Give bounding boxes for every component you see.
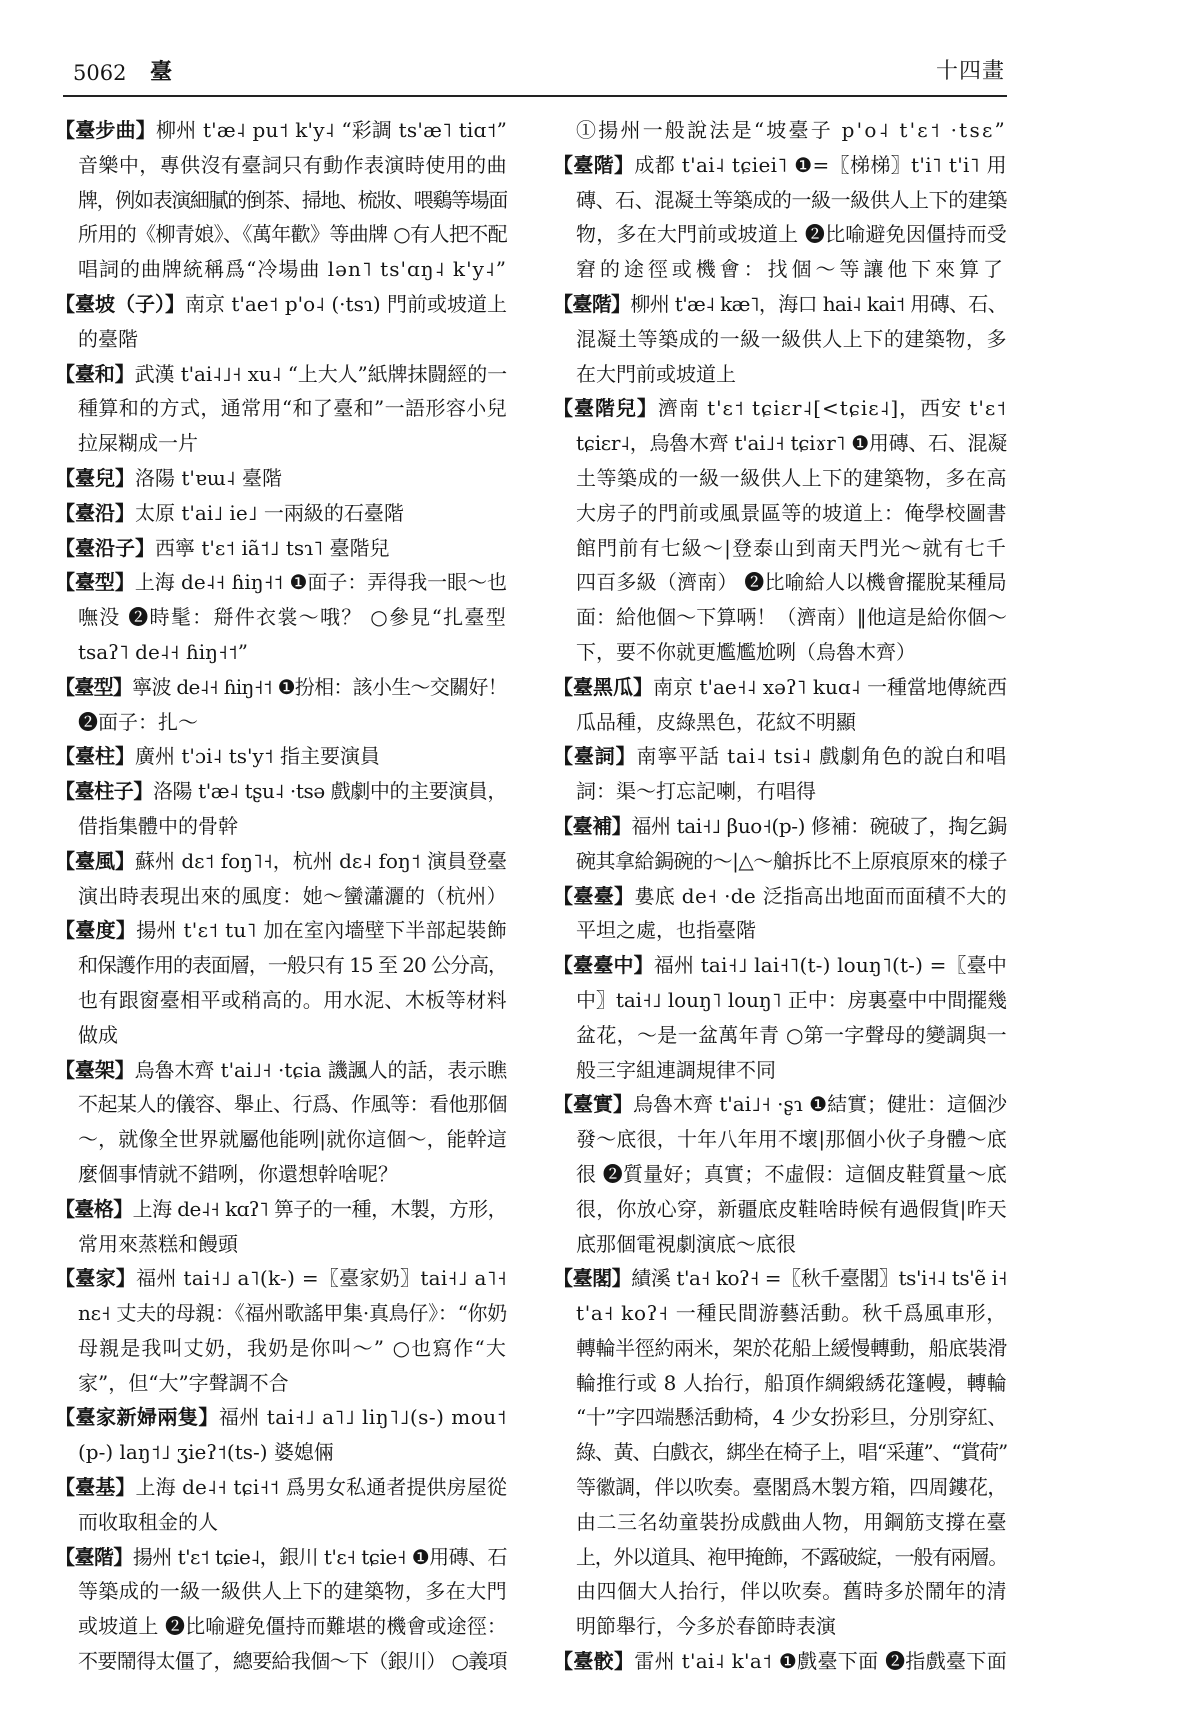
headword: 【臺骹】	[553, 1649, 635, 1674]
entry-line	[78, 322, 507, 357]
entry-line	[55, 496, 507, 531]
entry-text: 福州 tai˧˩ a˥(k-) =〖臺家奶〗tai˧˩ a˥˧	[136, 1266, 507, 1291]
entry-line	[55, 844, 507, 879]
entry-line	[553, 148, 1007, 183]
entry-text: 麼個事情就不錯咧，你還想幹啥呢？	[78, 1161, 398, 1186]
entry-line	[78, 1435, 507, 1470]
headword: 【臺實】	[553, 1092, 633, 1117]
entry-line	[576, 217, 1007, 252]
entry-text: 和保護作用的表面層，一般只有 15 至 20 公分高，	[78, 953, 507, 978]
entry-line	[576, 461, 1007, 496]
headword: 【臺架】	[55, 1057, 135, 1082]
left-column	[55, 113, 507, 1679]
dictionary-entry	[553, 287, 1007, 391]
entry-text: 發～底很，十年八年用不壞|那個小伙子身體～底	[576, 1127, 1007, 1152]
dictionary-entry	[55, 113, 507, 287]
headword: 【臺詞】	[553, 744, 637, 769]
entry-line	[78, 635, 507, 670]
entry-line	[78, 183, 507, 218]
entry-line	[576, 183, 1007, 218]
entry-text: tɕiɛr˨，烏魯木齊 t'ai˩˧ tɕiɤr˥ ❶用磚、石、混凝	[576, 431, 1007, 456]
entry-text: 柳州 t'æ˨ kæ˥，海口 hai˨ kai˦ 用磚、石、	[630, 291, 1007, 316]
entry-line	[78, 426, 507, 461]
entry-line	[55, 287, 507, 322]
header-rule	[63, 95, 1007, 97]
entry-line	[576, 1366, 1007, 1401]
entry-line	[553, 670, 1007, 705]
entry-text: 福州 tai˧˩ a˥˩ liŋ˥˩(s-) mou˦	[218, 1405, 507, 1430]
entry-line	[576, 774, 1007, 809]
entry-line	[55, 913, 507, 948]
entry-line	[553, 739, 1007, 774]
entry-text: 南京 t'ae˦ p'o˨ (·tsɿ) 門前或坡道上	[184, 291, 507, 316]
headword: 【臺型】	[55, 674, 133, 699]
entry-text: 由四個大人抬行，伴以吹奏。舊時多於鬧年的清	[576, 1579, 1007, 1604]
dictionary-entry	[553, 809, 1007, 879]
entry-text: 詞：渠～打忘記喇，冇唱得	[576, 779, 816, 804]
dictionary-entry	[55, 774, 507, 844]
entry-text: 蘇州 dɛ˦ foŋ˥˧，杭州 dɛ˨ foŋ˦ 演員登臺	[135, 848, 507, 873]
entry-line	[78, 1574, 507, 1609]
entry-text: 上海 de˨˧ ɦiŋ˧˦ ❶面子：弄得我一眼～也	[134, 570, 507, 595]
entry-line	[55, 1192, 507, 1227]
entry-text: 下，要不你就更尷尷尬咧（烏魯木齊）	[576, 639, 916, 664]
dictionary-entry	[55, 739, 507, 774]
headword: 【臺家新婦兩隻】	[55, 1405, 219, 1430]
entry-text: 由二三名幼童裝扮成戲曲人物，用鋼筋支撐在臺	[576, 1509, 1007, 1534]
headword: 【臺格】	[55, 1196, 133, 1221]
entry-line	[576, 1540, 1007, 1575]
headword: 【臺階】	[553, 152, 635, 177]
entry-line	[78, 1087, 507, 1122]
entry-text: nɛ˧ 丈夫的母親：《福州歌謠甲集·真鳥仔》：“你奶	[78, 1301, 507, 1326]
entry-line	[55, 1470, 507, 1505]
entry-line	[78, 1331, 507, 1366]
entry-continuation	[553, 113, 1007, 148]
entry-text: 廣州 t'ɔi˨ ts'y˦ 指主要演員	[135, 744, 381, 769]
entry-line	[576, 983, 1007, 1018]
entry-line	[576, 252, 1007, 287]
entry-line	[553, 879, 1007, 914]
dictionary-entry	[55, 913, 507, 1052]
headword: 【臺風】	[55, 848, 135, 873]
dictionary-entry	[553, 739, 1007, 809]
entry-text: 做成	[78, 1022, 118, 1047]
dictionary-entry	[55, 287, 507, 357]
entry-text: 績溪 t'a˧ koʔ˧ =〖秋千臺閣〗ts'i˧˨ ts'ẽ i˧	[631, 1266, 1007, 1291]
entry-text: 唱詞的曲牌統稱爲“冷場曲 lən˥ ts'ɑŋ˨ k'y˨”	[78, 257, 507, 282]
entry-line	[55, 461, 507, 496]
entry-text: 上，外以道具、袍甲掩飾，不露破綻，一般有兩層。	[576, 1544, 1007, 1569]
headword: 【臺沿】	[55, 500, 135, 525]
entry-text: 等徽調，伴以吹奏。臺閣爲木製方箱，四周鏤花，	[576, 1475, 1007, 1500]
entry-text: 雷州 t'ai˨ k'a˦ ❶戲臺下面 ❷指戲臺下面	[634, 1649, 1007, 1674]
entry-line	[78, 600, 507, 635]
dictionary-entry	[553, 670, 1007, 740]
entry-line	[78, 1366, 507, 1401]
entry-line	[576, 913, 1007, 948]
headword: 【臺補】	[553, 813, 632, 838]
entry-line	[576, 322, 1007, 357]
dictionary-entry	[55, 1053, 507, 1192]
dictionary-entry	[55, 496, 507, 531]
entry-line	[55, 1261, 507, 1296]
entry-text: (p-) laŋ˦˩ ʒieʔ˦(ts-) 婆媳倆	[78, 1440, 334, 1465]
entry-text: 很，你放心穿，新疆底皮鞋啥時候有過假貨|昨天	[576, 1196, 1007, 1221]
entry-line	[576, 1018, 1007, 1053]
entry-text: tsaʔ˥ de˨˧ ɦiŋ˧˦”	[78, 639, 248, 664]
entry-line	[553, 1261, 1007, 1296]
dictionary-entry	[55, 670, 507, 740]
entry-line	[55, 565, 507, 600]
headword: 【臺度】	[55, 918, 137, 943]
entry-text: 也有跟窗臺相平或稍高的。用水泥、木板等材料	[78, 987, 507, 1012]
entry-line	[576, 1331, 1007, 1366]
headword: 【臺階兒】	[553, 396, 658, 421]
dictionary-entry	[55, 1192, 507, 1262]
headword: 【臺臺中】	[553, 953, 654, 978]
entry-text: 借指集體中的骨幹	[78, 813, 238, 838]
entry-text: “十”字四端懸活動椅，4 少女扮彩旦，分別穿紅、	[576, 1405, 1007, 1430]
entry-text: 西寧 t'ɛ˦ iã˦˩ tsɿ˥ 臺階兒	[155, 535, 390, 560]
entry-line	[576, 1157, 1007, 1192]
headword: 【臺臺】	[553, 883, 635, 908]
headword: 【臺黑瓜】	[553, 674, 654, 699]
dictionary-entry	[553, 1261, 1007, 1644]
headword: 【臺坡（子）】	[55, 291, 185, 316]
entry-line	[576, 496, 1007, 531]
entry-text: 婁底 de˧ ·de 泛指高出地面而面積不大的	[634, 883, 1007, 908]
entry-text: 在大門前或坡道上	[576, 361, 736, 386]
right-column	[553, 113, 1007, 1679]
entry-text: 烏魯木齊 t'ai˩˧ ·tɕia 譏諷人的話，表示瞧	[134, 1057, 507, 1082]
dictionary-entry	[55, 844, 507, 914]
entry-text: 中〗tai˧˩ louŋ˥ louŋ˥ 正中：房裏臺中中間擺幾	[576, 987, 1007, 1012]
entry-text: 大房子的門前或風景區等的坡道上：俺學校圖書	[576, 500, 1007, 525]
entry-text: 種算和的方式，通常用“和了臺和”一語形容小兒	[78, 396, 507, 421]
entry-text: 窘的途徑或機會：找個～等讓他下來算了	[576, 257, 1007, 282]
entry-line	[553, 1644, 1007, 1679]
dictionary-entry	[553, 948, 1007, 1087]
entry-text: 平坦之處，也指臺階	[576, 918, 756, 943]
entry-line	[576, 1227, 1007, 1262]
entry-text: 不起某人的儀容、舉止、行爲、作風等：看他那個	[78, 1092, 507, 1117]
stroke-count-section: 十四畫	[935, 59, 1005, 84]
entry-line	[55, 670, 507, 705]
entry-line	[78, 391, 507, 426]
entry-line	[55, 774, 507, 809]
entry-text: 明節舉行，今多於春節時表演	[576, 1614, 836, 1639]
entry-line	[78, 1296, 507, 1331]
entry-text: 底那個電視劇演底～底很	[576, 1231, 796, 1256]
dictionary-entry	[55, 565, 507, 669]
entry-text: 拉屎糊成一片	[78, 431, 198, 456]
entry-text: 館門前有七級～|登泰山到南天門光～就有七千	[576, 535, 1007, 560]
entry-text: 瓜品種，皮綠黑色，花紋不明顯	[576, 709, 856, 734]
entry-line	[576, 635, 1007, 670]
entry-text: 上海 de˨˧ kɑʔ˥ 箅子的一種，木製，方形，	[132, 1196, 507, 1221]
entry-text: 碗其拿給鋦碗的～|△～艙拆比不上原痕原來的樣子	[576, 848, 1007, 873]
entry-line	[55, 531, 507, 566]
entry-line	[553, 948, 1007, 983]
dictionary-entry	[553, 391, 1007, 669]
entry-text: 盆花，～是一盆萬年青 ○第一字聲母的變調與一	[576, 1022, 1007, 1047]
dictionary-entry	[553, 879, 1007, 949]
dictionary-entry	[55, 357, 507, 461]
entry-text: 常用來蒸糕和饅頭	[78, 1231, 238, 1256]
entry-line	[55, 1400, 507, 1435]
entry-line	[576, 705, 1007, 740]
entry-line	[576, 357, 1007, 392]
entry-line	[576, 1435, 1007, 1470]
entry-line	[576, 1470, 1007, 1505]
headword: 【臺兒】	[55, 465, 135, 490]
entry-line	[576, 1400, 1007, 1435]
entry-text: 般三字組連調規律不同	[576, 1057, 776, 1082]
headword: 【臺家】	[55, 1266, 137, 1291]
entry-text: 揚州 t'ɛ˦ tu˥ 加在室內墻壁下半部起裝飾	[136, 918, 507, 943]
entry-line	[553, 809, 1007, 844]
entry-text: 家”，但“大”字聲調不合	[78, 1370, 289, 1395]
headword: 【臺柱子】	[55, 779, 153, 804]
entry-text: ～，就像全世界就屬他能咧|就你這個～，能幹這	[78, 1127, 507, 1152]
entry-line	[576, 600, 1007, 635]
entry-line	[576, 1122, 1007, 1157]
page-number: 5062	[73, 61, 127, 85]
dictionary-entry	[553, 1644, 1007, 1679]
entry-line	[78, 217, 507, 252]
entry-text: 濟南 t'ɛ˦ tɕiɛr˨[<tɕiɛ˨]，西安 t'ɛ˦	[657, 396, 1007, 421]
entry-line	[576, 565, 1007, 600]
entry-text: 烏魯木齊 t'ai˩˧ ·ʂɿ ❶結實；健壯：這個沙	[632, 1092, 1007, 1117]
entry-text: 成都 t'ai˨ tɕiei˥ ❶=〖梯梯〗t'i˥ t'i˥ 用	[634, 152, 1007, 177]
entry-line	[576, 1192, 1007, 1227]
entry-line	[576, 1505, 1007, 1540]
entry-text: 寧波 de˨˧ ɦiŋ˧˦ ❶扮相：該小生～交關好！	[132, 674, 507, 699]
headword: 【臺基】	[55, 1475, 136, 1500]
entry-text: 輪推行或 8 人抬行，船頂作綢緞綉花篷幔，轉輪	[576, 1370, 1007, 1395]
entry-text: 福州 tai˧˩ βuo˧(p-) 修補：碗破了，掏乞鋦	[631, 813, 1007, 838]
entry-text: 物，多在大門前或坡道上 ❷比喻避免因僵持而受	[576, 222, 1007, 247]
entry-line	[576, 113, 1007, 148]
entry-text: 牌，例如表演細膩的倒茶、掃地、梳妝、喂鷄等場面	[78, 187, 507, 212]
entry-line	[576, 1609, 1007, 1644]
entry-text: 嘸没 ❷時髦：搿件衣裳～哦？ ○參見“扎臺型	[78, 605, 507, 630]
dictionary-entry	[553, 1087, 1007, 1261]
headword: 【臺型】	[55, 570, 135, 595]
entry-text: 等築成的一級一級供人上下的建築物，多在大門	[78, 1579, 507, 1604]
entry-text: 揚州 t'ɛ˦ tɕie˨，銀川 t'ɛ˧ tɕie˧ ❶用磚、石	[132, 1544, 507, 1569]
headword: 【臺階】	[55, 1544, 133, 1569]
entry-line	[78, 1157, 507, 1192]
entry-line	[576, 844, 1007, 879]
entry-text: 柳州 t'æ˨ pu˦ k'y˨ “彩調 ts'æ˥ tiɑ˦”	[156, 118, 507, 142]
dictionary-entry	[55, 461, 507, 496]
headword: 【臺和】	[55, 361, 135, 386]
entry-text: 南京 t'ae˧˨ xəʔ˥ kuɑ˨ 一種當地傳統西	[653, 674, 1007, 699]
entry-line	[78, 1227, 507, 1262]
entry-line	[55, 739, 507, 774]
entry-text: 演出時表現出來的風度：她～蠻瀟灑的（杭州）	[78, 883, 507, 908]
entry-text: 的臺階	[78, 326, 138, 351]
entry-text: 太原 t'ai˩ ie˩ 一兩級的石臺階	[135, 500, 404, 525]
entry-text: 綠、黃、白戲衣，綁坐在椅子上，唱“采蓮”、“賞荷”	[576, 1440, 1007, 1465]
entry-text: 不要鬧得太僵了，總要給我個～下（銀川） ○義項	[78, 1649, 507, 1674]
entry-line	[78, 1505, 507, 1540]
entry-line	[553, 1087, 1007, 1122]
entry-line	[78, 705, 507, 740]
entry-line	[78, 879, 507, 914]
dictionary-entry	[55, 531, 507, 566]
entry-text: 福州 tai˧˩ lai˧˥(t-) louŋ˥(t-) =〖臺中	[653, 953, 1007, 978]
entry-line	[576, 426, 1007, 461]
entry-line	[576, 1053, 1007, 1088]
entry-line	[553, 391, 1007, 426]
entry-line	[78, 1122, 507, 1157]
entry-line	[553, 287, 1007, 322]
entry-text: 而收取租金的人	[78, 1509, 218, 1534]
entry-text: 轉輪半徑約兩米，架於花船上緩慢轉動，船底裝滑	[576, 1335, 1007, 1360]
entry-line	[78, 148, 507, 183]
entry-line	[576, 1296, 1007, 1331]
entry-line	[78, 1018, 507, 1053]
entry-line	[576, 531, 1007, 566]
headword: 【臺柱】	[55, 744, 135, 769]
entry-line	[55, 1540, 507, 1575]
entry-text: 土等築成的一級一級供人上下的建築物，多在高	[576, 465, 1007, 490]
dictionary-entry	[55, 1261, 507, 1400]
headword: 【臺步曲】	[55, 118, 156, 142]
entry-line	[55, 1053, 507, 1088]
entry-text: 南寧平話 tai˨ tsi˨ 戲劇角色的說白和唱	[636, 744, 1007, 769]
entry-text: t'a˧ koʔ˧ 一種民間游藝活動。秋千爲風車形，	[576, 1301, 1007, 1326]
headword: 【臺沿子】	[55, 535, 155, 560]
entry-text: 或坡道上 ❷比喻避免僵持而難堪的機會或途徑：	[78, 1614, 507, 1639]
entry-text: 音樂中，專供沒有臺詞只有動作表演時使用的曲	[78, 152, 507, 177]
entry-line	[78, 1644, 507, 1679]
running-head-character: 臺	[150, 59, 173, 85]
headword: 【臺閣】	[553, 1266, 632, 1291]
entry-line	[78, 983, 507, 1018]
entry-line	[78, 1609, 507, 1644]
entry-text: 洛陽 t'æ˨ tʂu˨ ·tsə 戲劇中的主要演員，	[152, 779, 507, 804]
entry-text: 母親是我叫丈奶，我奶是你叫～” ○也寫作“大	[78, 1335, 507, 1360]
entry-text: ❷面子：扎～	[78, 709, 198, 734]
entry-line	[55, 357, 507, 392]
dictionary-entry	[553, 148, 1007, 287]
entry-text: ①揚州一般說法是“坡臺子 p'o˨ t'ɛ˦ ·tsɛ”	[576, 118, 1007, 142]
dictionary-entry	[55, 1400, 507, 1470]
entry-text: 所用的《柳青娘》、《萬年歡》等曲牌 ○有人把不配	[78, 222, 507, 247]
entry-text: 磚、石、混凝土等築成的一級一級供人上下的建築	[576, 187, 1007, 212]
dictionary-entry	[55, 1540, 507, 1679]
entry-text: 四百多級（濟南） ❷比喻給人以機會擺脫某種局	[576, 570, 1007, 595]
entry-line	[576, 1574, 1007, 1609]
entry-line	[78, 809, 507, 844]
entry-text: 武漢 t'ai˨˩˧ xu˨ “上大人”紙牌抹闘經的一	[134, 361, 507, 386]
headword: 【臺階】	[553, 291, 631, 316]
dictionary-entry	[55, 1470, 507, 1540]
entry-line	[78, 948, 507, 983]
entry-text: 很 ❷質量好；真實；不虛假：這個皮鞋質量～底	[576, 1161, 1007, 1186]
entry-text: 混凝土等築成的一級一級供人上下的建築物，多	[576, 326, 1007, 351]
entry-text: 洛陽 t'ɐɯ˨ 臺階	[135, 465, 283, 490]
entry-text: 面：給他個～下算唡！（濟南）‖他這是給你個～	[576, 605, 1007, 630]
entry-text: 上海 de˨˧ tɕi˧˦ 爲男女私通者提供房屋從	[135, 1475, 507, 1500]
entry-line	[78, 252, 507, 287]
entry-line	[55, 113, 507, 148]
